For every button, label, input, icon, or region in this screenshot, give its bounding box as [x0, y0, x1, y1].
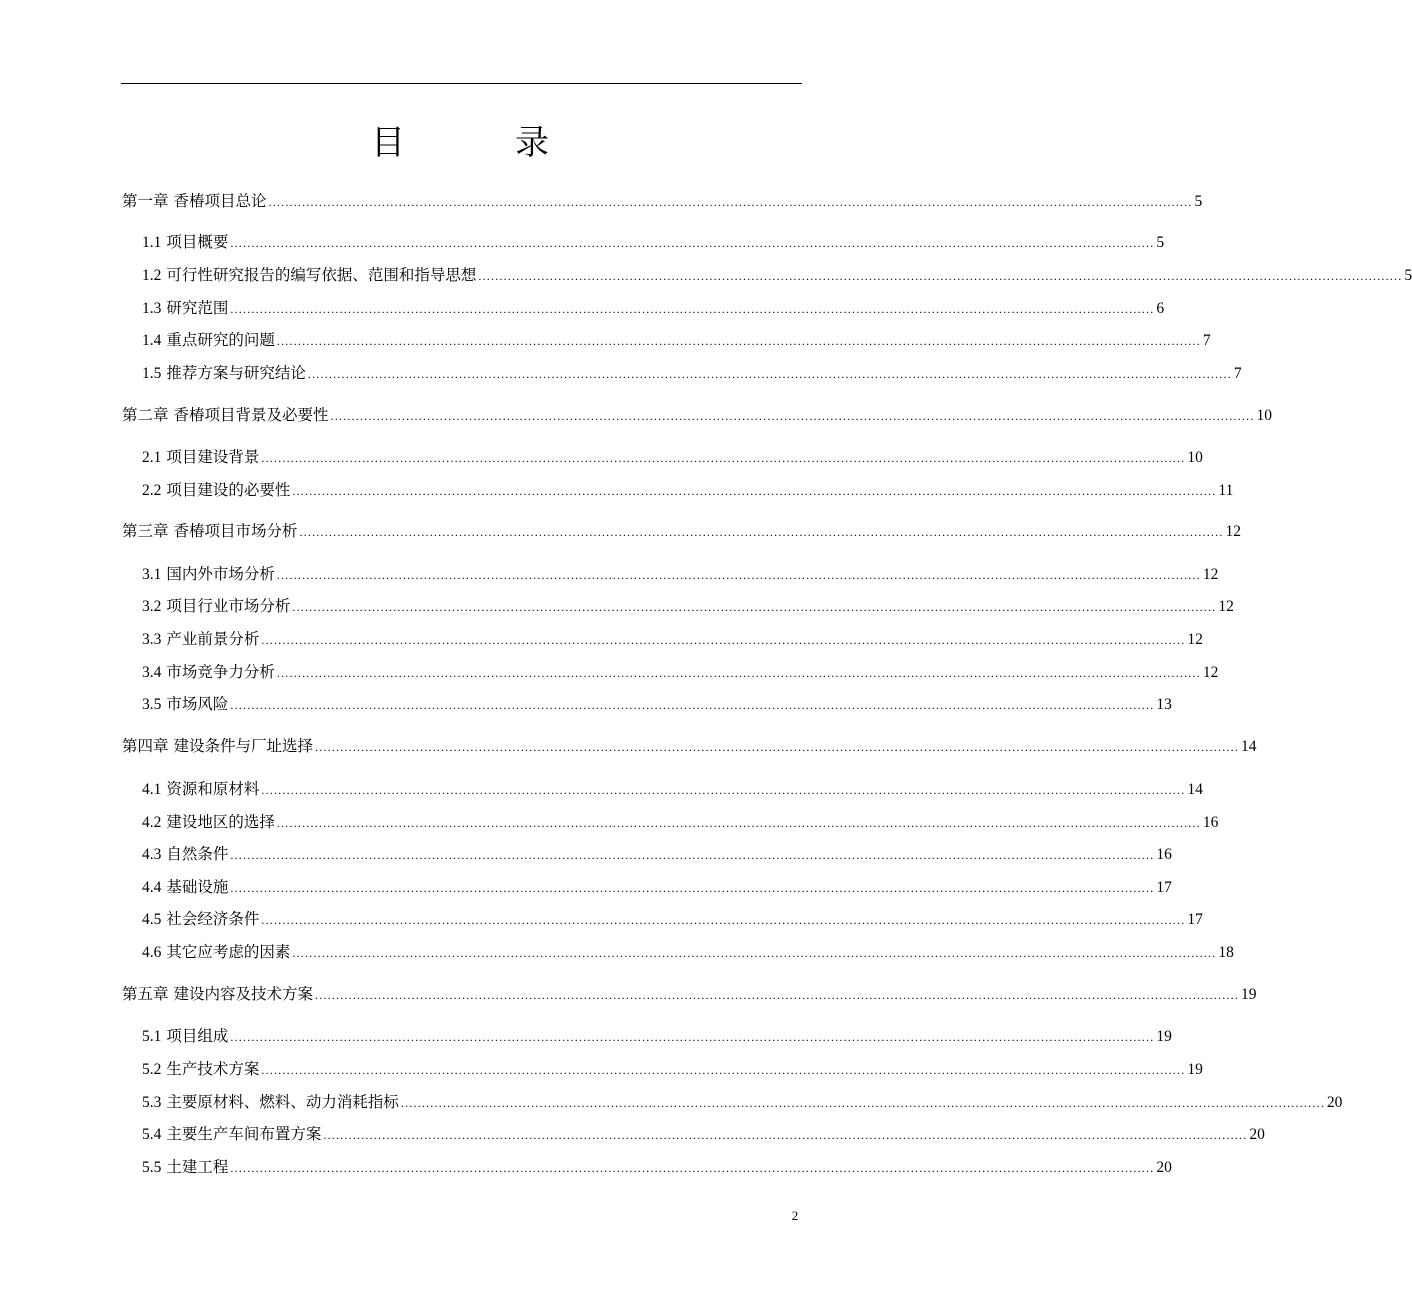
toc-dot-leader: ............................................................................................................................................................................................................................ — [292, 600, 1217, 614]
toc-entry-number: 1.1 — [142, 234, 162, 251]
toc-dot-leader: ............................................................................................................................................................................................................................ — [276, 816, 1201, 830]
toc-entry-number: 1.4 — [142, 332, 162, 349]
toc-dot-leader: ............................................................................................................................................................................................................................ — [230, 698, 1155, 712]
toc-dot-leader: ............................................................................................................................................................................................................................ — [323, 1128, 1248, 1142]
toc-page-number: 5 — [1156, 234, 1165, 251]
toc-entry-heading — [122, 520, 298, 543]
toc-entry-heading — [142, 1091, 399, 1114]
toc-entry-label: 基础设施 — [166, 878, 229, 896]
toc-page-number: 19 — [1156, 1028, 1172, 1045]
toc-entry-number: 4.2 — [142, 814, 162, 831]
toc-entry-number: 5.3 — [142, 1094, 162, 1111]
toc-entry-number: 1.2 — [142, 267, 162, 284]
toc-entry-number: 4.1 — [142, 781, 162, 798]
toc-section-entry[interactable] — [142, 843, 1172, 865]
toc-entry-label: 社会经济条件 — [166, 910, 260, 928]
toc-entry-number: 第四章 — [122, 738, 169, 755]
toc-dot-leader: ............................................................................................................................................................................................................................ — [261, 1063, 1186, 1077]
toc-entry-label: 项目概要 — [166, 233, 229, 251]
toc-entry-heading — [142, 329, 275, 352]
toc-dot-leader: ............................................................................................................................................................................................................................ — [292, 484, 1217, 498]
toc-entry-number: 第三章 — [122, 523, 169, 540]
toc-section-entry[interactable] — [142, 661, 1219, 683]
toc-page-number: 17 — [1187, 911, 1203, 928]
toc-entry-heading — [142, 1025, 228, 1048]
toc-entry-heading — [142, 778, 259, 801]
toc-page-number: 10 — [1187, 449, 1203, 466]
toc-entry-heading — [142, 628, 259, 651]
toc-dot-leader: ............................................................................................................................................................................................................................ — [478, 269, 1403, 283]
toc-dot-leader: ............................................................................................................................................................................................................................ — [276, 568, 1201, 582]
toc-section-entry[interactable] — [142, 1025, 1172, 1047]
toc-entry-heading — [142, 1058, 259, 1081]
toc-section-entry[interactable] — [142, 693, 1172, 715]
toc-entry-label: 其它应考虑的因素 — [166, 943, 291, 961]
toc-page-number: 20 — [1156, 1159, 1172, 1176]
toc-entry-number: 2.2 — [142, 482, 162, 499]
toc-page-number: 20 — [1249, 1126, 1265, 1143]
toc-entry-label: 市场竞争力分析 — [166, 663, 275, 681]
toc-entry-number: 第二章 — [122, 407, 169, 424]
toc-entry-heading — [142, 1156, 228, 1179]
toc-page-number: 12 — [1187, 631, 1203, 648]
toc-dot-leader: ............................................................................................................................................................................................................................ — [261, 913, 1186, 927]
toc-entry-label: 市场风险 — [166, 695, 229, 713]
toc-entry-number: 3.5 — [142, 696, 162, 713]
toc-entry-number: 3.3 — [142, 631, 162, 648]
toc-entry-label: 资源和原材料 — [166, 780, 260, 798]
toc-page-number: 6 — [1156, 300, 1165, 317]
toc-entry-label: 自然条件 — [166, 845, 229, 863]
header-rule — [121, 83, 802, 84]
toc-page-number: 14 — [1241, 738, 1257, 755]
toc-section-entry[interactable] — [142, 297, 1165, 319]
toc-entry-number: 5.5 — [142, 1159, 162, 1176]
toc-entry-number: 4.6 — [142, 944, 162, 961]
toc-entry-number: 5.1 — [142, 1028, 162, 1045]
toc-section-entry[interactable] — [142, 1091, 1343, 1113]
toc-dot-leader: ............................................................................................................................................................................................................................ — [299, 525, 1224, 539]
toc-entry-number: 4.4 — [142, 879, 162, 896]
toc-page-number: 10 — [1256, 407, 1273, 424]
toc-dot-leader: ............................................................................................................................................................................................................................ — [261, 633, 1186, 647]
toc-entry-number: 4.3 — [142, 846, 162, 863]
toc-page-number: 19 — [1187, 1061, 1203, 1078]
toc-entry-heading — [142, 362, 306, 385]
toc-entry-label: 项目组成 — [166, 1027, 229, 1045]
toc-section-entry[interactable] — [142, 362, 1242, 384]
toc-dot-leader: ............................................................................................................................................................................................................................ — [230, 236, 1155, 250]
toc-entry-label: 国内外市场分析 — [166, 565, 275, 583]
toc-entry-label: 建设内容及技术方案 — [173, 985, 314, 1003]
toc-chapter-entry[interactable] — [122, 404, 1273, 426]
toc-page-number: 12 — [1225, 523, 1242, 540]
toc-entry-heading — [142, 843, 228, 866]
toc-entry-label: 项目行业市场分析 — [166, 597, 291, 615]
toc-section-entry[interactable] — [142, 941, 1234, 963]
toc-section-entry[interactable] — [142, 479, 1234, 501]
toc-section-entry[interactable] — [142, 329, 1211, 351]
toc-page-number: 11 — [1218, 482, 1234, 499]
toc-entry-label: 推荐方案与研究结论 — [166, 364, 306, 382]
toc-section-entry[interactable] — [142, 1123, 1265, 1145]
toc-entry-heading — [142, 876, 228, 899]
toc-section-entry[interactable] — [142, 876, 1172, 898]
toc-entry-label: 建设条件与厂址选择 — [173, 737, 314, 755]
toc-entry-heading — [142, 811, 275, 834]
toc-entry-heading — [142, 479, 290, 502]
toc-section-entry[interactable] — [142, 1058, 1203, 1080]
toc-entry-heading — [142, 264, 476, 287]
toc-section-entry[interactable] — [142, 595, 1234, 617]
toc-entry-number: 4.5 — [142, 911, 162, 928]
toc-entry-number: 3.1 — [142, 566, 162, 583]
toc-title: 目 录 — [371, 123, 587, 163]
toc-page-number: 19 — [1241, 986, 1257, 1003]
toc-page-number: 12 — [1202, 664, 1219, 681]
toc-dot-leader: ............................................................................................................................................................................................................................ — [230, 1161, 1155, 1175]
toc-entry-heading — [142, 297, 228, 320]
toc-section-entry[interactable] — [142, 908, 1203, 930]
toc-entry-number: 3.2 — [142, 598, 162, 615]
toc-page-number: 5 — [1194, 193, 1203, 210]
toc-entry-number: 3.4 — [142, 664, 162, 681]
toc-entry-heading — [122, 190, 267, 213]
toc-page-number: 17 — [1156, 879, 1172, 896]
toc-page-number: 18 — [1218, 944, 1234, 961]
toc-section-entry[interactable] — [142, 778, 1203, 800]
toc-entry-heading — [142, 908, 259, 931]
toc-section-entry[interactable] — [142, 811, 1219, 833]
toc-dot-leader: ............................................................................................................................................................................................................................ — [261, 783, 1186, 797]
toc-entry-heading — [122, 735, 313, 758]
toc-entry-heading — [142, 595, 290, 618]
toc-entry-label: 主要原材料、燃料、动力消耗指标 — [166, 1093, 399, 1111]
toc-section-entry[interactable] — [142, 563, 1219, 585]
toc-entry-number: 1.5 — [142, 365, 162, 382]
toc-entry-label: 生产技术方案 — [166, 1060, 260, 1078]
toc-dot-leader: ............................................................................................................................................................................................................................ — [230, 1030, 1155, 1044]
toc-entry-number: 5.4 — [142, 1126, 162, 1143]
toc-section-entry[interactable] — [142, 231, 1165, 253]
toc-entry-label: 香椿项目总论 — [173, 192, 267, 210]
toc-entry-heading — [122, 404, 329, 427]
toc-entry-label: 项目建设背景 — [166, 448, 260, 466]
toc-dot-leader: ............................................................................................................................................................................................................................ — [230, 302, 1155, 316]
toc-entry-heading — [142, 1123, 321, 1146]
toc-entry-label: 香椿项目背景及必要性 — [173, 406, 329, 424]
toc-section-entry[interactable] — [142, 264, 1412, 286]
toc-entry-label: 研究范围 — [166, 299, 229, 317]
toc-section-entry[interactable] — [142, 446, 1203, 468]
toc-entry-number: 第五章 — [122, 986, 169, 1003]
toc-entry-label: 香椿项目市场分析 — [173, 522, 298, 540]
toc-chapter-entry[interactable] — [122, 735, 1257, 757]
toc-page-number: 5 — [1404, 267, 1412, 284]
toc-dot-leader: ............................................................................................................................................................................................................................ — [230, 881, 1155, 895]
toc-entry-heading — [142, 231, 228, 254]
toc-entry-heading — [142, 446, 259, 469]
toc-dot-leader: ............................................................................................................................................................................................................................ — [230, 848, 1155, 862]
toc-entry-label: 重点研究的问题 — [166, 331, 275, 349]
toc-entry-label: 土建工程 — [166, 1158, 229, 1176]
toc-dot-leader: ............................................................................................................................................................................................................................ — [400, 1096, 1325, 1110]
toc-entry-heading — [142, 661, 275, 684]
toc-dot-leader: ............................................................................................................................................................................................................................ — [276, 334, 1201, 348]
toc-dot-leader: ............................................................................................................................................................................................................................ — [315, 740, 1240, 754]
toc-dot-leader: ............................................................................................................................................................................................................................ — [315, 988, 1240, 1002]
toc-entry-heading — [122, 983, 313, 1006]
toc-chapter-entry[interactable] — [122, 190, 1203, 212]
toc-dot-leader: ............................................................................................................................................................................................................................ — [307, 367, 1232, 381]
toc-entry-label: 项目建设的必要性 — [166, 481, 291, 499]
toc-dot-leader: ............................................................................................................................................................................................................................ — [292, 946, 1217, 960]
toc-entry-number: 1.3 — [142, 300, 162, 317]
toc-page-number: 16 — [1202, 814, 1219, 831]
toc-entry-label: 主要生产车间布置方案 — [166, 1125, 322, 1143]
toc-chapter-entry[interactable] — [122, 520, 1242, 542]
toc-dot-leader: ............................................................................................................................................................................................................................ — [268, 195, 1193, 209]
toc-page-number: 13 — [1156, 696, 1172, 713]
toc-entry-number: 第一章 — [122, 193, 169, 210]
toc-dot-leader: ............................................................................................................................................................................................................................ — [276, 666, 1201, 680]
toc-page-number: 12 — [1202, 566, 1219, 583]
toc-page-number: 16 — [1156, 846, 1172, 863]
footer-page-number: 2 — [791, 1208, 799, 1223]
toc-page-number: 14 — [1187, 781, 1203, 798]
toc-page-number: 7 — [1233, 365, 1242, 382]
toc-dot-leader: ............................................................................................................................................................................................................................ — [330, 409, 1255, 423]
toc-chapter-entry[interactable] — [122, 983, 1257, 1005]
toc-entry-label: 产业前景分析 — [166, 630, 260, 648]
toc-section-entry[interactable] — [142, 628, 1203, 650]
toc-page-number: 12 — [1218, 598, 1234, 615]
toc-entry-number: 5.2 — [142, 1061, 162, 1078]
toc-entry-heading — [142, 563, 275, 586]
toc-entry-number: 2.1 — [142, 449, 162, 466]
toc-page-number: 20 — [1326, 1094, 1343, 1111]
toc-entry-heading — [142, 941, 290, 964]
toc-section-entry[interactable] — [142, 1156, 1172, 1178]
toc-entry-heading — [142, 693, 228, 716]
toc-dot-leader: ............................................................................................................................................................................................................................ — [261, 451, 1186, 465]
toc-entry-label: 可行性研究报告的编写依据、范围和指导思想 — [166, 266, 477, 284]
toc-entry-label: 建设地区的选择 — [166, 813, 275, 831]
toc-page-number: 7 — [1202, 332, 1211, 349]
